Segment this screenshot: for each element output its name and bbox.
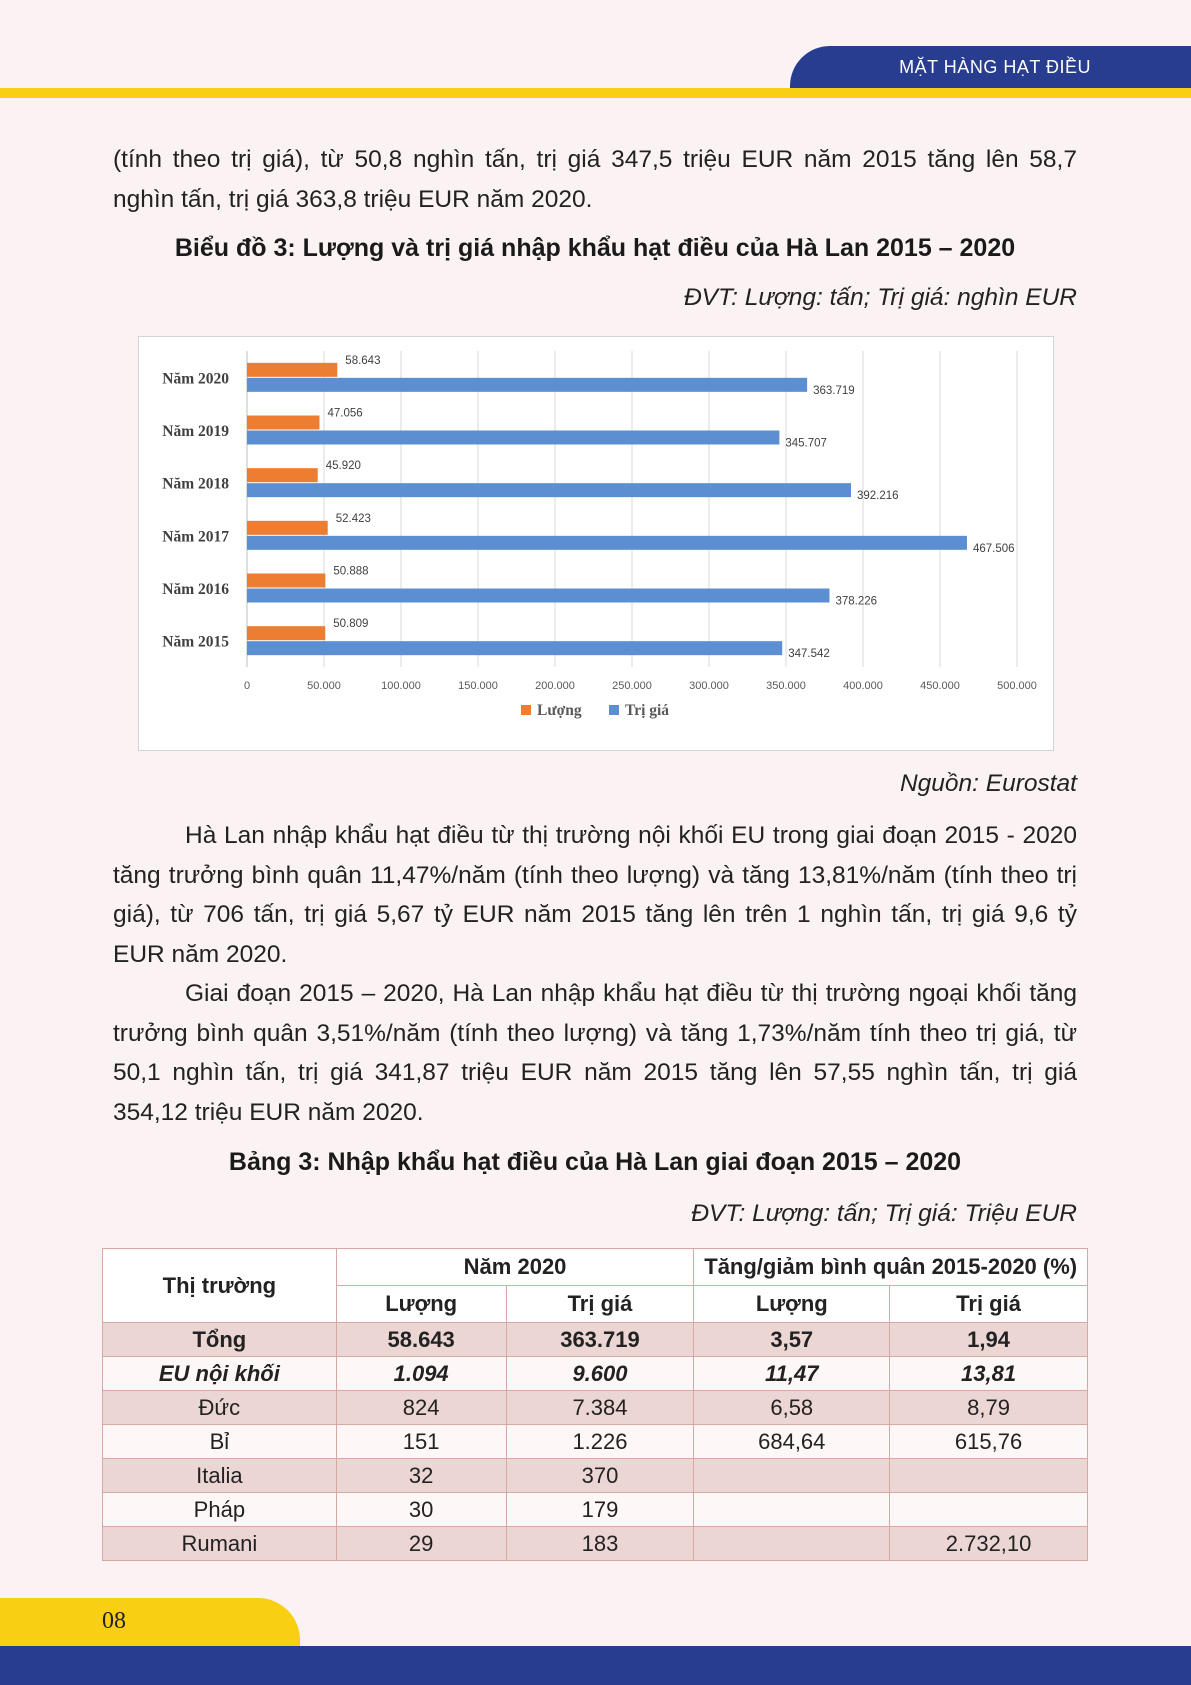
x-tick-label: 50.000 <box>307 680 341 692</box>
bar-luong <box>247 574 325 588</box>
subheader-value: Trị giá <box>506 1286 694 1323</box>
import-table <box>102 1248 1088 1561</box>
cell-value: 9.600 <box>506 1357 694 1391</box>
cell-growth-qty: 6,58 <box>694 1391 890 1425</box>
cell-market: Rumani <box>103 1527 337 1561</box>
table-row <box>103 1425 1088 1459</box>
header-year: Năm 2020 <box>336 1249 694 1286</box>
footer-bar <box>0 1646 1191 1685</box>
bar-tri-gia <box>247 536 967 550</box>
y-category-label: Năm 2018 <box>162 475 229 493</box>
paragraph-intro-continued: (tính theo trị giá), từ 50,8 nghìn tấn, trị giá 347,5 triệu EUR năm 2015 tăng lên 58,7 nghìn tấn, trị giá 363,8 triệu EUR năm 2020. <box>113 146 1077 213</box>
footer-tab <box>0 1598 300 1646</box>
y-category-label: Năm 2017 <box>162 528 229 546</box>
table-row <box>103 1493 1088 1527</box>
subheader-growth-qty: Lượng <box>694 1286 890 1323</box>
section-header-tab <box>790 46 1191 88</box>
x-tick-label: 350.000 <box>766 680 806 692</box>
bar-luong <box>247 363 337 377</box>
cell-qty: 824 <box>336 1391 506 1425</box>
paragraph-non-eu: Giai đoạn 2015 – 2020, Hà Lan nhập khẩu hạt điều từ thị trường ngoại khối tăng trưởng bình quân 3,51%/năm (tính theo lượng) và tăng 1,73%/năm tính theo trị giá, từ 50,1 nghìn tấn, trị giá 341,87 triệu EUR năm 2015 tăng lên 57,55 nghìn tấn, trị giá 354,12 triệu EUR năm 2020. <box>113 980 1077 1126</box>
table-row <box>103 1459 1088 1493</box>
legend-swatch <box>609 705 619 715</box>
cell-qty: 32 <box>336 1459 506 1493</box>
bar-luong <box>247 416 319 430</box>
cell-market: Pháp <box>103 1493 337 1527</box>
cell-growth-value: 13,81 <box>890 1357 1088 1391</box>
x-tick-label: 200.000 <box>535 680 575 692</box>
x-tick-label: 150.000 <box>458 680 498 692</box>
y-category-label: Năm 2016 <box>162 581 229 598</box>
cell-value: 183 <box>506 1527 694 1561</box>
bar-tri-gia <box>247 483 851 497</box>
subheader-qty: Lượng <box>336 1286 506 1323</box>
data-label: 47.056 <box>327 407 363 420</box>
page-number: 08 <box>102 1608 126 1634</box>
table-row <box>103 1527 1088 1561</box>
cell-growth-value: 1,94 <box>890 1323 1088 1357</box>
bar-tri-gia <box>247 641 782 655</box>
paragraph-eu-internal: Hà Lan nhập khẩu hạt điều từ thị trường nội khối EU trong giai đoạn 2015 - 2020 tăng trưởng bình quân 11,47%/năm (tính theo lượng) và tăng 13,81%/năm (tính theo trị giá), từ 706 tấn, trị giá 5,67 tỷ EUR năm 2015 tăng lên trên 1 nghìn tấn, trị giá 9,6 tỷ EUR năm 2020. <box>113 822 1077 968</box>
data-label: 50.809 <box>333 618 369 631</box>
cell-qty: 29 <box>336 1527 506 1561</box>
table-row <box>103 1323 1088 1357</box>
data-label: 467.506 <box>972 542 1015 555</box>
data-label: 50.888 <box>333 565 369 578</box>
bar-tri-gia <box>247 378 807 392</box>
cell-value: 7.384 <box>506 1391 694 1425</box>
x-tick-label: 250.000 <box>612 680 652 692</box>
x-tick-label: 400.000 <box>843 680 883 692</box>
cell-market: Italia <box>103 1459 337 1493</box>
x-tick-label: 100.000 <box>381 680 421 692</box>
data-label: 52.423 <box>335 512 371 525</box>
y-category-label: Năm 2019 <box>162 423 229 440</box>
header-market: Thị trường <box>103 1249 337 1323</box>
x-tick-label: 500.000 <box>997 680 1037 692</box>
cell-growth-value: 615,76 <box>890 1425 1088 1459</box>
data-label: 363.719 <box>813 384 855 397</box>
cell-growth-value <box>890 1459 1088 1493</box>
legend-label: Trị giá <box>625 702 670 719</box>
bar-tri-gia <box>247 431 779 445</box>
cell-growth-value <box>890 1493 1088 1527</box>
table-row <box>103 1357 1088 1391</box>
cell-growth-qty: 3,57 <box>694 1323 890 1357</box>
table-row <box>103 1391 1088 1425</box>
cell-value: 179 <box>506 1493 694 1527</box>
legend-label: Lượng <box>537 702 582 719</box>
cell-value: 363.719 <box>506 1323 694 1357</box>
cell-market: Bỉ <box>103 1425 337 1459</box>
cell-growth-qty <box>694 1527 890 1561</box>
cell-growth-qty <box>694 1459 890 1493</box>
figure-title: Biểu đồ 3: Lượng và trị giá nhập khẩu hạt điều của Hà Lan 2015 – 2020 <box>174 234 1016 262</box>
data-label: 378.226 <box>835 595 878 608</box>
cell-qty: 1.094 <box>336 1357 506 1391</box>
section-title: MẶT HÀNG HẠT ĐIỀU <box>899 56 1091 77</box>
cell-qty: 30 <box>336 1493 506 1527</box>
table-unit: ĐVT: Lượng: tấn; Trị giá: Triệu EUR <box>691 1200 1077 1227</box>
figure-unit: ĐVT: Lượng: tấn; Trị giá: nghìn EUR <box>683 284 1077 311</box>
data-label: 392.216 <box>857 490 899 503</box>
data-label: 347.542 <box>788 648 830 661</box>
cell-qty: 58.643 <box>336 1323 506 1357</box>
cell-growth-qty <box>694 1493 890 1527</box>
bar-tri-gia <box>247 589 829 603</box>
data-label: 345.707 <box>785 437 827 450</box>
bar-chart <box>138 336 1054 751</box>
bar-luong <box>247 626 325 640</box>
cell-value: 370 <box>506 1459 694 1493</box>
table-title: Bảng 3: Nhập khẩu hạt điều của Hà Lan giai đoạn 2015 – 2020 <box>228 1148 962 1176</box>
cell-market: Đức <box>103 1391 337 1425</box>
figure-source: Nguồn: Eurostat <box>899 770 1077 797</box>
bar-luong <box>247 468 318 482</box>
x-tick-label: 300.000 <box>689 680 729 692</box>
legend-swatch <box>521 705 531 715</box>
data-label: 58.643 <box>345 354 381 367</box>
cell-qty: 151 <box>336 1425 506 1459</box>
x-tick-label: 450.000 <box>920 680 960 692</box>
y-category-label: Năm 2015 <box>162 633 229 651</box>
cell-market: Tổng <box>103 1323 337 1357</box>
cell-growth-qty: 11,47 <box>694 1357 890 1391</box>
cell-growth-qty: 684,64 <box>694 1425 890 1459</box>
y-category-label: Năm 2020 <box>162 370 229 388</box>
x-tick-label: 0 <box>243 680 251 692</box>
data-label: 45.920 <box>325 460 361 473</box>
header-growth: Tăng/giảm bình quân 2015-2020 (%) <box>694 1249 1088 1286</box>
header-divider <box>0 88 1191 98</box>
cell-growth-value: 2.732,10 <box>890 1527 1088 1561</box>
bar-luong <box>247 521 328 535</box>
cell-value: 1.226 <box>506 1425 694 1459</box>
subheader-growth-value: Trị giá <box>890 1286 1088 1323</box>
cell-market: EU nội khối <box>103 1357 337 1391</box>
cell-growth-value: 8,79 <box>890 1391 1088 1425</box>
